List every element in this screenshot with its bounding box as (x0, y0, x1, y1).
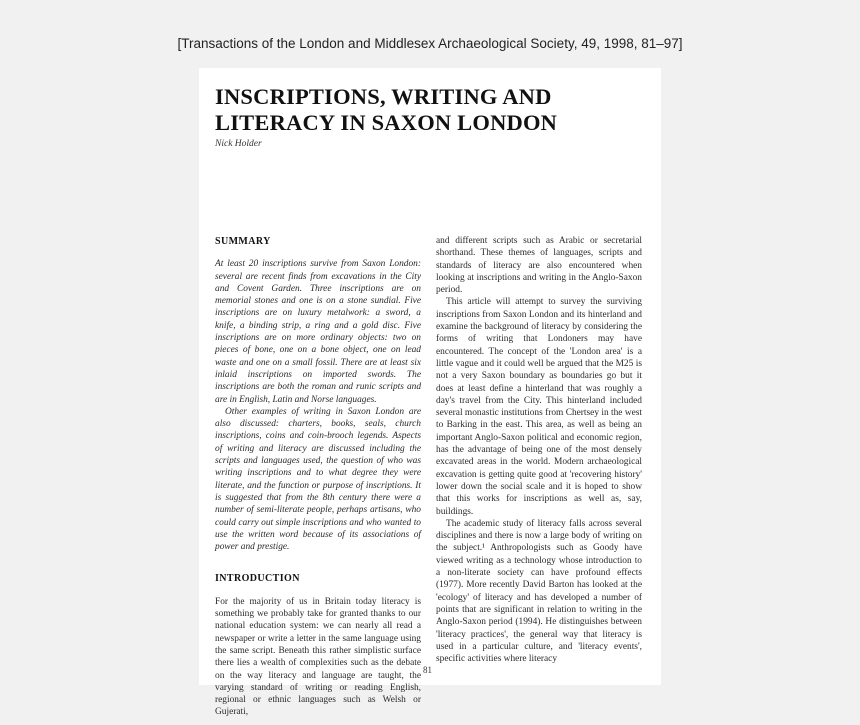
document-page (199, 68, 661, 718)
left-column (215, 236, 421, 719)
page-number: 81 (423, 665, 432, 675)
body-paragraph: and different scripts such as Arabic or secretarial shorthand. These themes of languages, scripts and standards of literacy are also encountered when looking at inscriptions and writing in the Anglo-Saxon period. (436, 236, 642, 296)
summary-paragraph: Other examples of writing in Saxon London are also discussed: charters, books, seals, church inscriptions, coins and coin-brooch legends. Aspects of writing and literacy are discussed including the scripts and languages used, the question of who was writing inscriptions and to what degree they were literate, and the function or purpose of inscriptions. It is suggested that from the 8th century there were a number of semi-literate people, perhaps artisans, who could carry out simple inscriptions and who wanted to use the written word because of its associations of power and prestige. (215, 406, 421, 553)
introduction-paragraph: For the majority of us in Britain today literacy is something we probably take for granted thanks to our national education system: we can nearly all read a newspaper or write a letter in the same language using the same script. Beneath this rather simplistic surface there lies a wealth of complexities such as the debate on the way literacy and language are taught, the varying standard of writing or reading English, regional or ethnic languages such as Welsh or Gujerati, (215, 596, 421, 718)
author-name: Nick Holder (215, 139, 262, 149)
summary-heading: SUMMARY (215, 236, 271, 247)
body-paragraph: This article will attempt to survey the surviving inscriptions from Saxon London and its hinterland and examine the background of literacy by considering the forms of writing that Londoners may have encountered. The concept of the 'London area' is a little vague and it could well be argued that the M25 is not a very Saxon boundary as boundaries go but it does at least define a hinterland that was roughly a day's travel from the City. This hinterland included several monastic institutions from Chertsey in the west to Barking in the east. This area, as well as being an important Anglo-Saxon political and economic region, has the advantage of being one of the most densely excavated areas in the world. Modern archaeological excavation is getting quite good at 'recovering history' lower down the social scale and it is hoped to show that this works for inscriptions as well as, say, buildings. (436, 297, 642, 517)
title-line-1: INSCRIPTIONS, WRITING AND (215, 84, 552, 109)
summary-paragraph: At least 20 inscriptions survive from Saxon London: several are recent finds from excavations in the City and Covent Garden. Three inscriptions are on memorial stones and one is on a stone sundial. Five inscriptions are on luxury metalwork: a sword, a knife, a binding strip, a ring and a gold disc. Five inscriptions are on more ordinary objects: two on pieces of bone, one on a bone object, one on lead waste and one on a small fossil. There are at least six inlaid inscriptions on imported swords. The inscriptions are both the roman and runic scripts and are in English, Latin and Norse languages. (215, 259, 421, 405)
section-gap (215, 553, 421, 573)
right-column (436, 235, 642, 665)
title-line-2: LITERACY IN SAXON LONDON (215, 110, 558, 135)
body-paragraph: The academic study of literacy falls across several disciplines and there is now a large body of writing on the subject.¹ Anthropologists such as Goody have viewed writing as a technology whose introduction to a non-literate society can have profound effects (1977). More recently David Barton has looked at the 'ecology' of literacy and has developed a number of points that are significant in relation to writing in the Anglo-Saxon period (1994). He distinguishes between 'literacy practices', the general way that literacy is used in a particular culture, and 'literacy events', specific activities where literacy (436, 518, 642, 665)
introduction-heading: INTRODUCTION (215, 573, 300, 585)
article-title (215, 84, 635, 136)
citation-header: [Transactions of the London and Middlesex Archaeological Society, 49, 1998, 81–97] (177, 36, 683, 51)
